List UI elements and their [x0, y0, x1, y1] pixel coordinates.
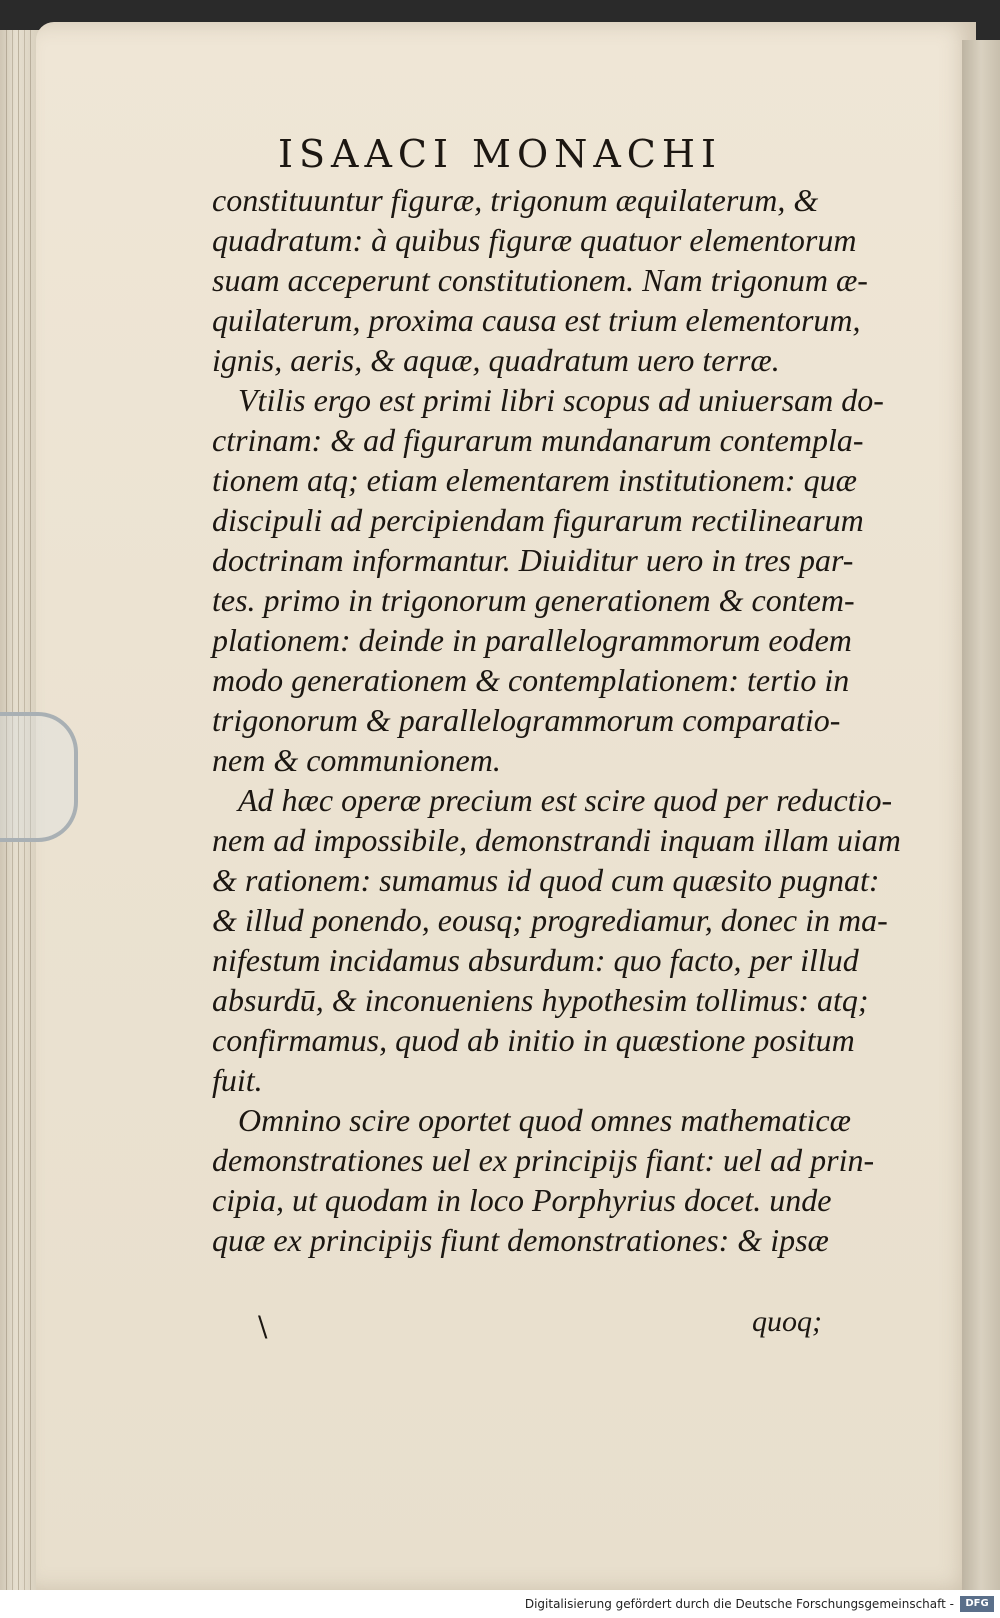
paragraph-4 [212, 1100, 875, 1260]
digitization-footer [0, 1590, 1000, 1618]
footer-text: Digitalisierung gefördert durch die Deutsche Forschungsgemeinschaft - [524, 1597, 954, 1611]
text-line: nifestum incidamus absurdum: quo facto, per illud [212, 942, 859, 978]
text-line: modo generationem & contemplationem: tertio in [212, 662, 850, 698]
text-line: plationem: deinde in parallelogrammorum eodem [212, 622, 852, 658]
text-line: quilaterum, proxima causa est trium elementorum, [212, 302, 861, 338]
text-line: ignis, aeris, & aquæ, quadratum uero terræ. [212, 342, 780, 378]
text-line: Vtilis ergo est primi libri scopus ad uniuersam do- [238, 382, 884, 418]
signature-mark: \ [258, 1310, 268, 1343]
paragraph-3 [212, 780, 901, 1100]
text-line: suam acceperunt constitutionem. Nam trigonum æ- [212, 262, 868, 298]
book-spine [962, 40, 1000, 1590]
running-title: ISAACI MONACHI [277, 132, 723, 176]
paragraph-2 [212, 380, 884, 780]
text-line: tes. primo in trigonorum generationem & contem- [212, 582, 855, 618]
text-line: confirmamus, quod ab initio in quæstione positum [212, 1022, 855, 1058]
catchword: quoq; [752, 1305, 822, 1338]
text-line: Ad hæc operæ precium est scire quod per reductio- [238, 782, 893, 818]
text-line: Omnino scire oportet quod omnes mathematicæ [238, 1102, 851, 1138]
text-line: constituuntur figuræ, trigonum æquilaterum, & [212, 182, 819, 218]
dfg-logo-icon: DFG [960, 1596, 994, 1612]
text-line: cipia, ut quodam in loco Porphyrius docet. unde [212, 1182, 832, 1218]
text-line: ctrinam: & ad figurarum mundanarum contempla- [212, 422, 864, 458]
text-line: & illud ponendo, eousq; progrediamur, donec in ma- [212, 902, 888, 938]
text-line: nem & communionem. [212, 742, 501, 778]
text-line: discipuli ad percipiendam figurarum rectilinearum [212, 502, 864, 538]
text-line: absurdū, & inconueniens hypothesim tollimus: atq; [212, 982, 869, 1018]
text-line: demonstrationes uel ex principijs fiant: uel ad prin- [212, 1142, 875, 1178]
text-line: & rationem: sumamus id quod cum quæsito pugnat: [212, 862, 880, 898]
page-clip [0, 712, 78, 842]
text-line: tionem atq; etiam elementarem institutionem: quæ [212, 462, 857, 498]
paragraph-1 [212, 180, 868, 380]
text-line: nem ad impossibile, demonstrandi inquam illam uiam [212, 822, 901, 858]
body-text [212, 180, 901, 1260]
text-line: trigonorum & parallelogrammorum comparatio- [212, 702, 841, 738]
text-line: fuit. [212, 1062, 263, 1098]
text-line: quadratum: à quibus figuræ quatuor elementorum [212, 222, 857, 258]
text-line: doctrinam informantur. Diuiditur uero in tres par- [212, 542, 854, 578]
text-line: quæ ex principijs fiunt demonstrationes: & ipsæ [212, 1222, 829, 1258]
